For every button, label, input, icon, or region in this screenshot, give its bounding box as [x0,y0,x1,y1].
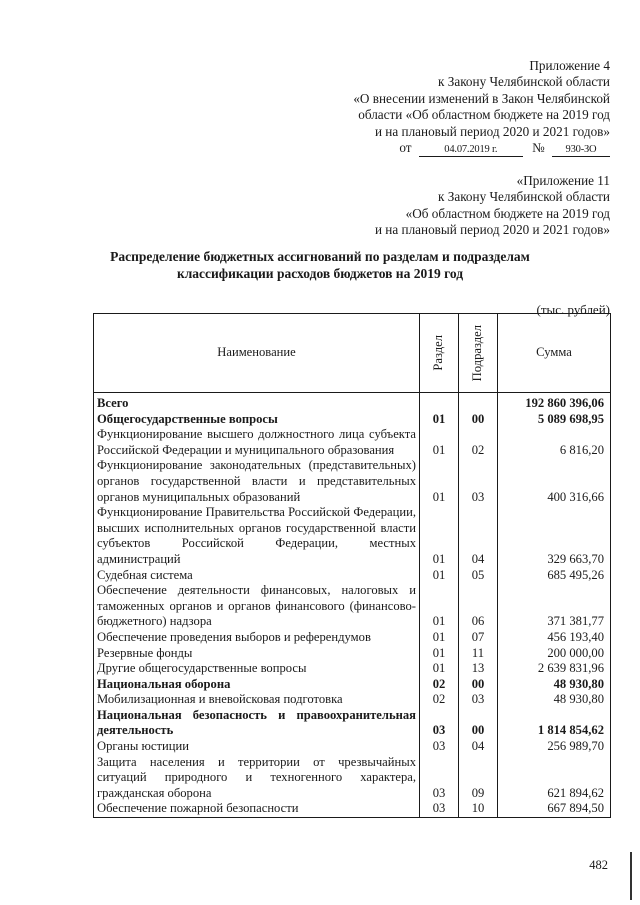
units-label: (тыс. рублей) [536,302,610,317]
table-row [94,630,611,646]
row-name: Обеспечение деятельности финансовых, налоговых и таможенных органов и органов финансового (финансово-бюджетного) надзора [94,583,420,630]
row-name: Обеспечение пожарной безопасности [94,801,420,817]
page-edge-mark [630,852,632,900]
row-subsection: 13 [459,661,498,677]
appendix-line: Приложение 4 [529,58,610,73]
row-section: 03 [420,755,459,802]
appendix-line: к Закону Челябинской области [438,74,610,90]
appendix-11-header [375,173,610,239]
row-name: Функционирование законодательных (представительных) органов государственной власти и представительных органов муниципальных образований [94,458,420,505]
row-sum: 5 089 698,95 [498,412,611,428]
row-subsection: 07 [459,630,498,646]
row-sum: 6 816,20 [498,427,611,458]
row-subsection: 06 [459,583,498,630]
row-sum: 200 000,00 [498,646,611,662]
page-number: 482 [589,858,608,872]
row-name: Всего [94,393,420,412]
header-name: Наименование [94,314,420,393]
row-subsection: 04 [459,739,498,755]
law-date: 04.07.2019 г. [419,143,523,157]
row-sum: 667 894,50 [498,801,611,817]
row-name: Мобилизационная и вневойсковая подготовка [94,692,420,708]
table-row [94,755,611,802]
table-row [94,568,611,584]
header-subsection [459,314,498,393]
from-label: от [399,140,412,156]
row-name: Резервные фонды [94,646,420,662]
table-row [94,801,611,817]
row-subsection: 04 [459,505,498,567]
table-row [94,739,611,755]
table-row [94,692,611,708]
row-name: Функционирование Правительства Российской Федерации, высших исполнительных органов государственной власти субъектов Российской Федерации, местных администраций [94,505,420,567]
row-section: 03 [420,801,459,817]
row-section: 01 [420,583,459,630]
row-name: Функционирование высшего должностного лица субъекта Российской Федерации и муниципального образования [94,427,420,458]
row-sum: 256 989,70 [498,739,611,755]
row-subsection: 03 [459,458,498,505]
row-section: 01 [420,630,459,646]
row-section: 01 [420,568,459,584]
row-section: 01 [420,412,459,428]
header-subsection-label: Подраздел [470,324,485,382]
header-sum: Сумма [498,314,611,393]
row-section: 01 [420,505,459,567]
row-name: Судебная система [94,568,420,584]
row-name: Другие общегосударственные вопросы [94,661,420,677]
row-sum: 1 814 854,62 [498,708,611,739]
row-section: 02 [420,692,459,708]
appendix-line: «О внесении изменений в Закон Челябинской [353,90,610,106]
row-sum: 456 193,40 [498,630,611,646]
table-row [94,412,611,428]
table-row [94,661,611,677]
header-section-label: Раздел [431,335,446,371]
appendix-line: и на плановый период 2020 и 2021 годов» [374,222,610,238]
budget-table [93,313,611,818]
row-sum: 192 860 396,06 [498,393,611,412]
row-section: 02 [420,677,459,693]
law-date-number-line [353,140,610,157]
row-section: 03 [420,739,459,755]
row-section [420,393,459,412]
row-sum: 400 316,66 [498,458,611,505]
appendix-line: «Приложение 11 [516,173,610,188]
row-section: 01 [420,458,459,505]
law-number: 930-ЗО [552,143,610,157]
row-sum: 329 663,70 [498,505,611,567]
row-subsection: 00 [459,412,498,428]
document-title [90,248,550,282]
row-name: Национальная безопасность и правоохранительная деятельность [94,708,420,739]
row-subsection: 03 [459,692,498,708]
row-section: 01 [420,427,459,458]
table-body [94,393,611,818]
table-row [94,708,611,739]
appendix-line: «Об областном бюджете на 2019 год [405,205,610,221]
row-section: 01 [420,661,459,677]
table-row [94,646,611,662]
number-label: № [532,140,545,156]
table-row [94,393,611,412]
row-subsection: 00 [459,677,498,693]
row-subsection: 05 [459,568,498,584]
appendix-line: и на плановый период 2020 и 2021 годов» [374,123,610,139]
row-subsection: 00 [459,708,498,739]
row-name: Обеспечение проведения выборов и референдумов [94,630,420,646]
table-row [94,583,611,630]
row-name: Органы юстиции [94,739,420,755]
title-line: классификации расходов бюджетов на 2019 год [176,266,464,281]
appendix-4-header [353,58,610,157]
row-sum: 371 381,77 [498,583,611,630]
row-subsection [459,393,498,412]
appendix-line: к Закону Челябинской области [438,189,610,205]
row-sum: 48 930,80 [498,692,611,708]
row-subsection: 09 [459,755,498,802]
row-sum: 48 930,80 [498,677,611,693]
table-row [94,677,611,693]
row-name: Национальная оборона [94,677,420,693]
title-line: Распределение бюджетных ассигнований по разделам и подразделам [110,249,530,264]
row-section: 01 [420,646,459,662]
row-name: Защита населения и территории от чрезвычайных ситуаций природного и техногенного характера, гражданская оборона [94,755,420,802]
row-subsection: 02 [459,427,498,458]
row-subsection: 11 [459,646,498,662]
appendix-line: области «Об областном бюджете на 2019 год [358,107,610,123]
row-sum: 621 894,62 [498,755,611,802]
table-row [94,458,611,505]
table-header-row [94,314,611,393]
row-sum: 685 495,26 [498,568,611,584]
table-row [94,505,611,567]
row-sum: 2 639 831,96 [498,661,611,677]
row-subsection: 10 [459,801,498,817]
table-row [94,427,611,458]
header-section [420,314,459,393]
row-name: Общегосударственные вопросы [94,412,420,428]
row-section: 03 [420,708,459,739]
